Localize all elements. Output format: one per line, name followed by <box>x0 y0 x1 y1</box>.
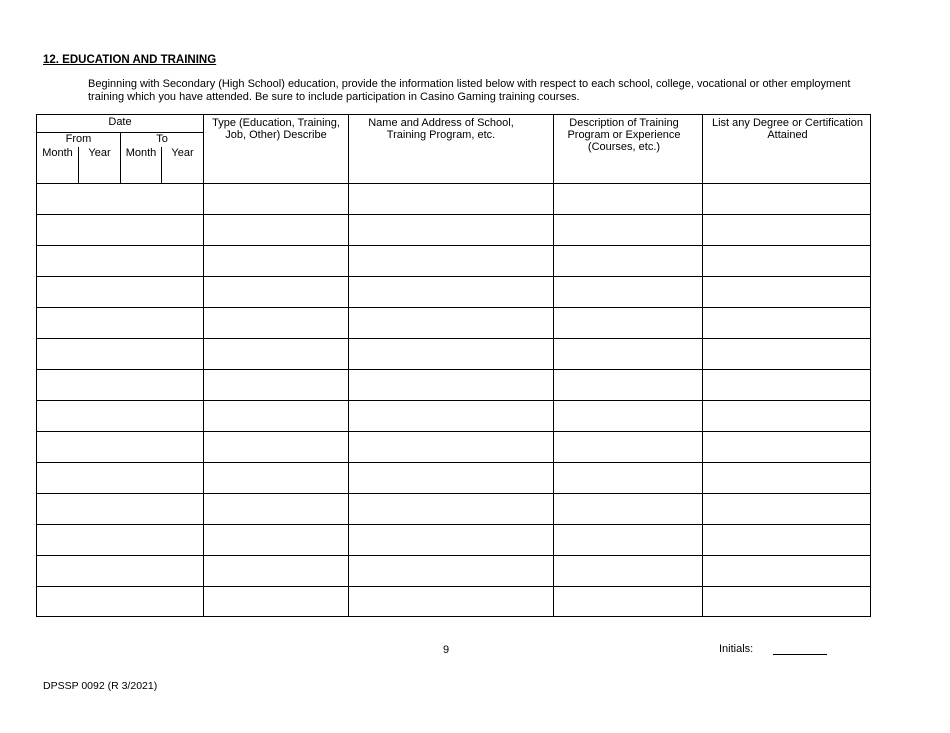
date-cell[interactable] <box>37 432 204 463</box>
degree-certification-cell[interactable] <box>703 401 871 432</box>
to-subheader: To <box>121 133 204 148</box>
training-description-cell[interactable] <box>554 432 703 463</box>
training-description-cell[interactable] <box>554 339 703 370</box>
degree-certification-cell[interactable] <box>703 525 871 556</box>
school-name-address-cell[interactable] <box>349 525 554 556</box>
date-cell[interactable] <box>37 339 204 370</box>
degree-certification-cell[interactable] <box>703 463 871 494</box>
degree-certification-cell[interactable] <box>703 277 871 308</box>
degree-certification-cell[interactable] <box>703 587 871 617</box>
training-description-cell[interactable] <box>554 215 703 246</box>
degree-certification-cell[interactable] <box>703 494 871 525</box>
table-row <box>37 432 871 463</box>
training-description-cell[interactable] <box>554 556 703 587</box>
form-id: DPSSP 0092 (R 3/2021) <box>43 680 158 692</box>
section-title: 12. EDUCATION AND TRAINING <box>43 54 217 66</box>
type-cell[interactable] <box>204 370 349 401</box>
degree-certification-cell[interactable] <box>703 370 871 401</box>
date-cell[interactable] <box>37 525 204 556</box>
table-row <box>37 246 871 277</box>
from-year-label: Year <box>79 147 121 184</box>
table-row <box>37 370 871 401</box>
school-name-address-cell[interactable] <box>349 215 554 246</box>
table-row <box>37 556 871 587</box>
type-cell[interactable] <box>204 184 349 215</box>
degree-certification-cell[interactable] <box>703 184 871 215</box>
degree-certification-cell[interactable] <box>703 339 871 370</box>
degree-certification-cell[interactable] <box>703 308 871 339</box>
table-row <box>37 494 871 525</box>
training-description-cell[interactable] <box>554 401 703 432</box>
type-cell[interactable] <box>204 308 349 339</box>
date-cell[interactable] <box>37 246 204 277</box>
training-description-cell[interactable] <box>554 308 703 339</box>
date-cell[interactable] <box>37 494 204 525</box>
degree-certification-cell[interactable] <box>703 432 871 463</box>
to-month-label: Month <box>121 147 162 184</box>
type-cell[interactable] <box>204 587 349 617</box>
degree-certification-column-header: List any Degree or Certification Attained <box>703 115 871 184</box>
date-column-header: Date <box>37 115 204 133</box>
type-cell[interactable] <box>204 246 349 277</box>
school-name-address-cell[interactable] <box>349 308 554 339</box>
training-description-cell[interactable] <box>554 277 703 308</box>
school-name-address-cell[interactable] <box>349 339 554 370</box>
school-name-address-cell[interactable] <box>349 494 554 525</box>
school-name-address-cell[interactable] <box>349 432 554 463</box>
date-cell[interactable] <box>37 184 204 215</box>
type-cell[interactable] <box>204 401 349 432</box>
date-cell[interactable] <box>37 401 204 432</box>
page-number: 9 <box>443 644 450 656</box>
training-description-column-header: Description of Training Program or Experience (Courses, etc.) <box>554 115 703 184</box>
date-cell[interactable] <box>37 587 204 617</box>
school-name-address-column-header: Name and Address of School, Training Program, etc. <box>349 115 554 184</box>
school-name-address-cell[interactable] <box>349 556 554 587</box>
training-description-cell[interactable] <box>554 370 703 401</box>
table-row <box>37 308 871 339</box>
table-row <box>37 215 871 246</box>
table-row <box>37 184 871 215</box>
type-cell[interactable] <box>204 432 349 463</box>
from-month-label: Month <box>37 147 79 184</box>
school-name-address-cell[interactable] <box>349 587 554 617</box>
school-name-address-cell[interactable] <box>349 184 554 215</box>
date-cell[interactable] <box>37 556 204 587</box>
type-column-header: Type (Education, Training, Job, Other) Describe <box>204 115 349 184</box>
type-cell[interactable] <box>204 215 349 246</box>
table-row <box>37 463 871 494</box>
initials-label: Initials: <box>719 643 754 655</box>
training-description-cell[interactable] <box>554 494 703 525</box>
date-cell[interactable] <box>37 215 204 246</box>
type-cell[interactable] <box>204 277 349 308</box>
section-instructions: Beginning with Secondary (High School) education, provide the information listed below with respect to each school, college, vocational or other employment training which you have attended. Be sure to include participation in Casino Gaming training courses. <box>88 78 851 103</box>
training-description-cell[interactable] <box>554 463 703 494</box>
training-description-cell[interactable] <box>554 525 703 556</box>
training-description-cell[interactable] <box>554 246 703 277</box>
date-cell[interactable] <box>37 370 204 401</box>
table-row <box>37 339 871 370</box>
education-training-table <box>36 114 871 617</box>
degree-certification-cell[interactable] <box>703 246 871 277</box>
degree-certification-cell[interactable] <box>703 215 871 246</box>
table-row <box>37 277 871 308</box>
type-cell[interactable] <box>204 556 349 587</box>
table-row <box>37 587 871 617</box>
type-cell[interactable] <box>204 494 349 525</box>
training-description-cell[interactable] <box>554 184 703 215</box>
to-year-label: Year <box>162 147 204 184</box>
training-description-cell[interactable] <box>554 587 703 617</box>
from-subheader: From <box>37 133 121 148</box>
table-row <box>37 525 871 556</box>
table-row <box>37 401 871 432</box>
school-name-address-cell[interactable] <box>349 401 554 432</box>
school-name-address-cell[interactable] <box>349 246 554 277</box>
date-cell[interactable] <box>37 463 204 494</box>
type-cell[interactable] <box>204 525 349 556</box>
type-cell[interactable] <box>204 463 349 494</box>
date-cell[interactable] <box>37 308 204 339</box>
initials-field[interactable] <box>773 654 827 655</box>
school-name-address-cell[interactable] <box>349 370 554 401</box>
date-cell[interactable] <box>37 277 204 308</box>
type-cell[interactable] <box>204 339 349 370</box>
degree-certification-cell[interactable] <box>703 556 871 587</box>
school-name-address-cell[interactable] <box>349 277 554 308</box>
school-name-address-cell[interactable] <box>349 463 554 494</box>
